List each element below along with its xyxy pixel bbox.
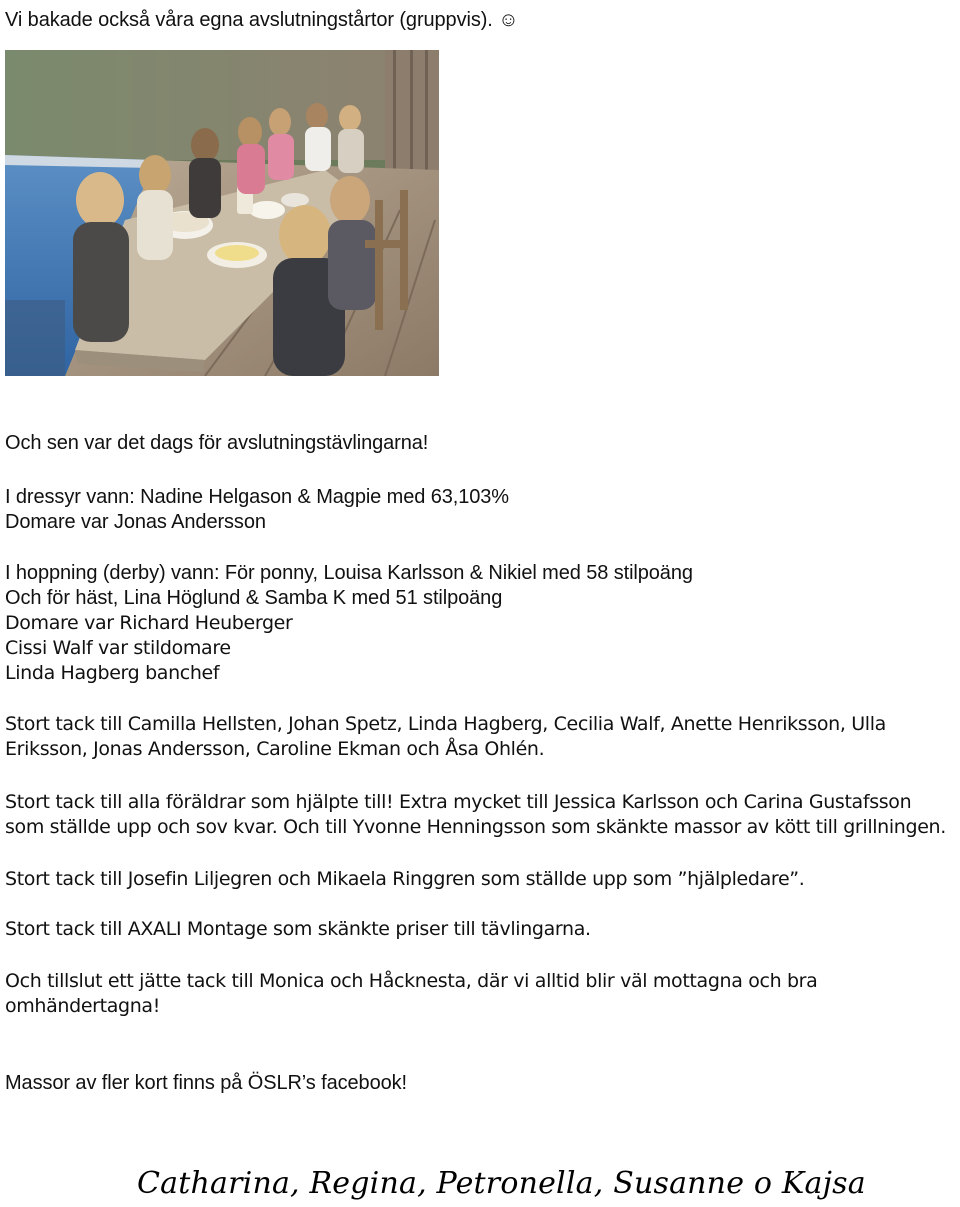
- jumping-course-chief: Linda Hagberg banchef: [5, 662, 220, 684]
- photo-girls-baking-outdoor-table: [5, 50, 439, 376]
- thanks-venue-line-1: Och tillslut ett jätte tack till Monica och Håcknesta, där vi alltid blir väl mottagna och bra: [5, 970, 818, 992]
- dressage-winner: I dressyr vann: Nadine Helgason & Magpie med 63,103%: [5, 486, 509, 508]
- group-baking-photo: [5, 50, 439, 376]
- thanks-helpers-line-2: Eriksson, Jonas Andersson, Caroline Ekman och Åsa Ohlén.: [5, 738, 545, 760]
- thanks-venue-line-2: omhändertagna!: [5, 995, 160, 1017]
- intro-text: Vi bakade också våra egna avslutningstårtor (gruppvis). ☺: [5, 9, 519, 31]
- competition-header: Och sen var det dags för avslutningstävlingarna!: [5, 432, 429, 454]
- thanks-parents-line-1: Stort tack till alla föräldrar som hjälpte till! Extra mycket till Jessica Karlsson och Carina Gustafsson: [5, 791, 912, 813]
- facebook-note: Massor av fler kort finns på ÖSLR’s facebook!: [5, 1072, 407, 1094]
- jumping-horse-winner: Och för häst, Lina Höglund & Samba K med 51 stilpoäng: [5, 587, 503, 609]
- jumping-pony-winner: I hoppning (derby) vann: För ponny, Louisa Karlsson & Nikiel med 58 stilpoäng: [5, 562, 693, 584]
- thanks-assistants: Stort tack till Josefin Liljegren och Mikaela Ringgren som ställde upp som ”hjälpledare”.: [5, 868, 805, 890]
- thanks-helpers-line-1: Stort tack till Camilla Hellsten, Johan Spetz, Linda Hagberg, Cecilia Walf, Anette Henriksson, Ulla: [5, 713, 886, 735]
- thanks-sponsor: Stort tack till AXALI Montage som skänkte priser till tävlingarna.: [5, 918, 591, 940]
- jumping-style-judge: Cissi Walf var stildomare: [5, 637, 231, 659]
- signature-names: Catharina, Regina, Petronella, Susanne o Kajsa: [137, 1166, 866, 1201]
- dressage-judge: Domare var Jonas Andersson: [5, 511, 266, 533]
- thanks-parents-line-2: som ställde upp och sov kvar. Och till Yvonne Henningsson som skänkte massor av kött till grillningen.: [5, 816, 946, 838]
- jumping-judge: Domare var Richard Heuberger: [5, 612, 293, 634]
